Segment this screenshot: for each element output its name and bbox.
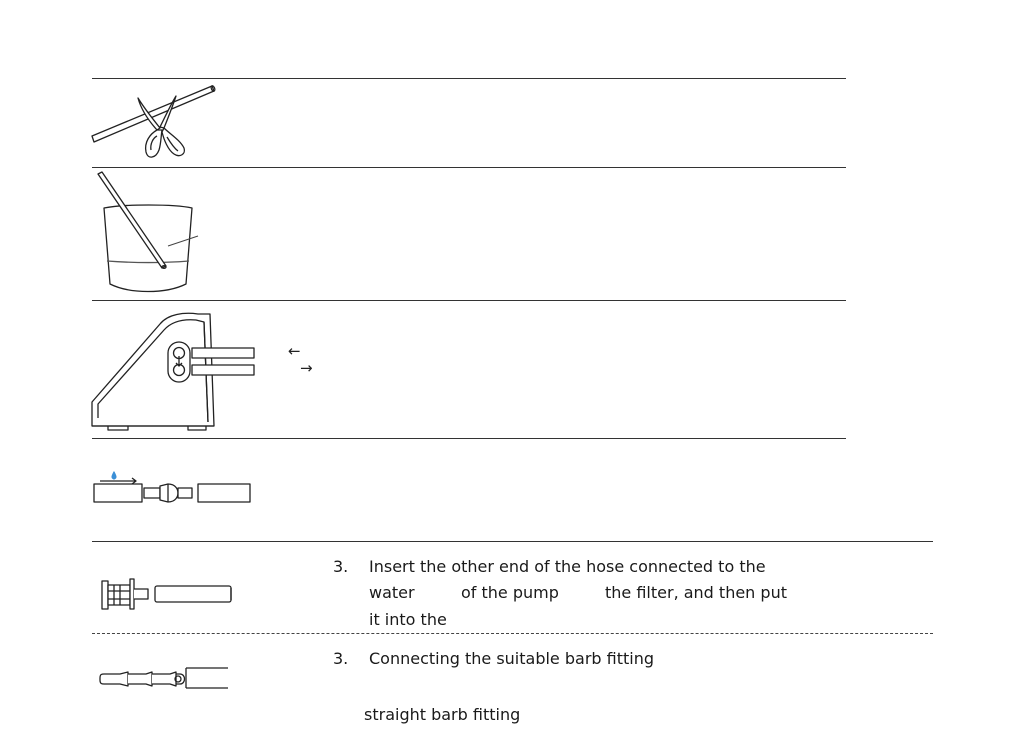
hose-in-water-cup-icon (94, 170, 204, 298)
straight-barb-fitting-icon (98, 666, 230, 692)
step-text-line2-water: water (369, 583, 415, 602)
scissors-cutting-hose-icon (86, 82, 218, 164)
left-arrow-icon: ← (288, 342, 301, 360)
barb-connector-hose-icon (100, 575, 236, 613)
step-text-line3: it into the (369, 610, 447, 629)
pump-with-hoses-icon (88, 306, 260, 434)
hose-connector-flow-icon (92, 466, 252, 506)
step-text-line1: Insert the other end of the hose connected to the (369, 557, 766, 576)
right-arrow-icon: → (300, 359, 313, 377)
step-text-connecting: Connecting the suitable barb fitting (369, 649, 655, 668)
separator-line (92, 300, 846, 301)
step-number: 3. (333, 557, 349, 576)
step-text-line2-pump: of the pump (461, 583, 559, 602)
separator-line (92, 541, 933, 542)
fitting-caption: straight barb fitting (364, 705, 521, 724)
dashed-separator-line (92, 633, 933, 634)
separator-line (92, 438, 846, 439)
step-number: 3. (333, 649, 349, 668)
separator-line (92, 167, 846, 168)
separator-line (92, 78, 846, 79)
step-text-line2-filter: the filter, and then put (605, 583, 787, 602)
